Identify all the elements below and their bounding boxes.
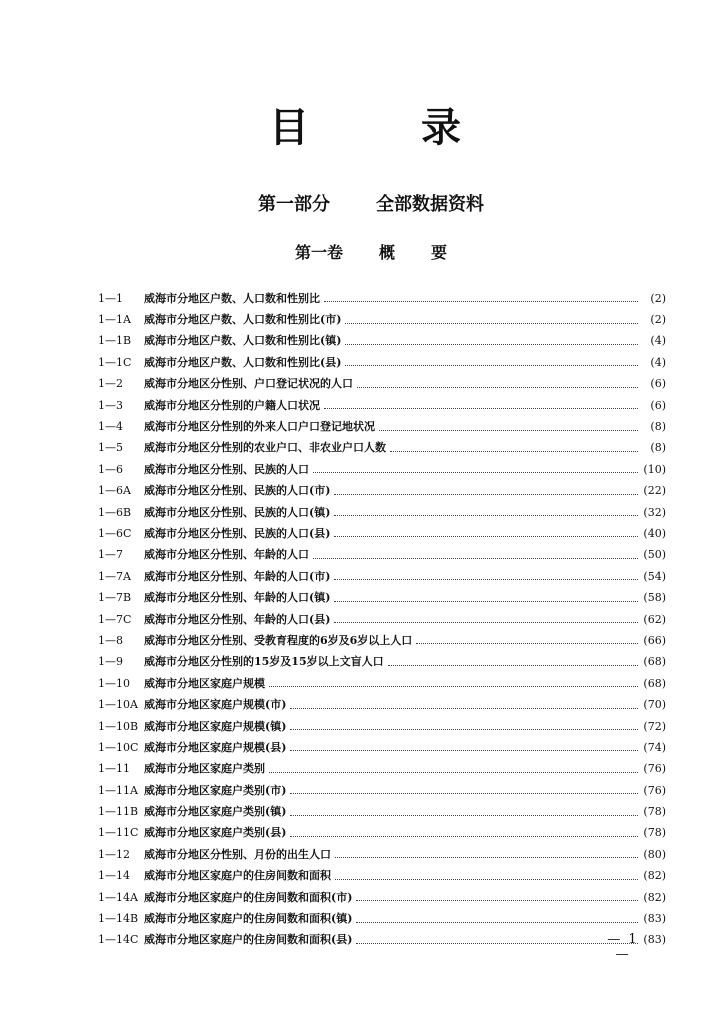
toc-dot-leader bbox=[335, 847, 638, 858]
toc-entry-title: 威海市分地区分性别、民族的人口(镇) bbox=[144, 505, 331, 519]
toc-entry[interactable] bbox=[98, 438, 666, 459]
toc-entry-number: 1—10C bbox=[98, 740, 139, 754]
toc-entry-page: (76) bbox=[643, 783, 666, 797]
toc-entry[interactable] bbox=[98, 352, 666, 373]
part-heading bbox=[14, 190, 714, 216]
toc-dot-leader bbox=[313, 462, 638, 473]
toc-entry-number: 1—10B bbox=[98, 719, 139, 733]
toc-entry[interactable] bbox=[98, 673, 666, 694]
toc-entry-title: 威海市分地区分性别的农业户口、非农业户口人数 bbox=[144, 441, 386, 455]
toc-dot-leader bbox=[379, 420, 638, 431]
toc-entry-page: (82) bbox=[643, 869, 666, 883]
toc-dot-leader bbox=[390, 441, 638, 452]
part-name: 全部数据资料 bbox=[376, 194, 484, 215]
toc-dot-leader bbox=[334, 591, 638, 602]
toc-entry-number: 1—6A bbox=[98, 484, 131, 498]
toc-entry-page: (72) bbox=[643, 719, 666, 733]
toc-entry-number: 1—4 bbox=[98, 420, 123, 434]
toc-entry[interactable] bbox=[98, 844, 666, 865]
toc-entry-page: (8) bbox=[650, 441, 666, 455]
toc-entry-title: 威海市分地区家庭户的住房间数和面积(镇) bbox=[144, 912, 353, 926]
toc-entry-page: (78) bbox=[643, 826, 666, 840]
toc-dot-leader bbox=[345, 334, 638, 345]
toc-entry-number: 1—14A bbox=[98, 890, 138, 904]
toc-entry-title: 威海市分地区分性别、民族的人口 bbox=[144, 462, 309, 476]
toc-entry-number: 1—14 bbox=[98, 869, 130, 883]
toc-entry-title: 威海市分地区分性别、户口登记状况的人口 bbox=[144, 377, 353, 391]
toc-entry-page: (76) bbox=[643, 762, 666, 776]
toc-entry-title: 威海市分地区分性别的15岁及15岁以上文盲人口 bbox=[144, 655, 384, 669]
toc-dot-leader bbox=[356, 890, 638, 901]
toc-dot-leader bbox=[345, 355, 638, 366]
toc-entry-number: 1—14B bbox=[98, 912, 139, 926]
toc-entry-number: 1—8 bbox=[98, 633, 123, 647]
toc-entry-page: (82) bbox=[643, 890, 666, 904]
toc-dot-leader bbox=[335, 869, 638, 880]
toc-entry-page: (6) bbox=[650, 398, 666, 412]
toc-entry-page: (80) bbox=[643, 847, 666, 861]
toc-entry-page: (83) bbox=[643, 912, 666, 926]
toc-entry-page: (32) bbox=[643, 505, 666, 519]
toc-dot-leader bbox=[290, 826, 638, 837]
toc-entry-page: (50) bbox=[643, 548, 666, 562]
toc-entry-number: 1—6 bbox=[98, 462, 123, 476]
toc-entry-number: 1—7B bbox=[98, 591, 132, 605]
toc-entry-page: (40) bbox=[643, 526, 666, 540]
toc-entry[interactable] bbox=[98, 866, 666, 887]
page-number: — 1 — bbox=[607, 932, 639, 962]
toc-entry-number: 1—1 bbox=[98, 291, 123, 305]
toc-entry[interactable] bbox=[98, 395, 666, 416]
toc-entry-page: (68) bbox=[643, 676, 666, 690]
toc-entry-page: (70) bbox=[643, 698, 666, 712]
part-number: 第一部分 bbox=[258, 194, 330, 215]
toc-entry[interactable] bbox=[98, 737, 666, 758]
toc-entry-number: 1—6B bbox=[98, 505, 132, 519]
toc-entry-number: 1—7C bbox=[98, 612, 132, 626]
toc-entry-number: 1—11 bbox=[98, 762, 130, 776]
toc-entry-number: 1—7A bbox=[98, 569, 131, 583]
toc-dot-leader bbox=[324, 398, 638, 409]
toc-entry-page: (4) bbox=[650, 334, 666, 348]
toc-entry-number: 1—10 bbox=[98, 676, 130, 690]
toc-entry-title: 威海市分地区家庭户类别(县) bbox=[144, 826, 287, 840]
toc-entry-title: 威海市分地区家庭户的住房间数和面积(市) bbox=[144, 890, 353, 904]
toc-entry[interactable] bbox=[98, 459, 666, 480]
toc-entry-title: 威海市分地区户数、人口数和性别比(市) bbox=[144, 313, 342, 327]
toc-entry-number: 1—1A bbox=[98, 313, 131, 327]
toc-entry[interactable] bbox=[98, 309, 666, 330]
toc-entry-title: 威海市分地区家庭户类别(镇) bbox=[144, 805, 287, 819]
toc-entry-page: (2) bbox=[650, 291, 666, 305]
volume-name-char-2: 要 bbox=[431, 243, 448, 262]
toc-entry[interactable] bbox=[98, 694, 666, 715]
toc-entry-title: 威海市分地区家庭户规模(市) bbox=[144, 698, 287, 712]
toc-dot-leader bbox=[290, 783, 638, 794]
toc-entry[interactable] bbox=[98, 502, 666, 523]
toc-entry-title: 威海市分地区户数、人口数和性别比(镇) bbox=[144, 334, 342, 348]
toc-dot-leader bbox=[416, 633, 638, 644]
toc-entry[interactable] bbox=[98, 609, 666, 630]
toc-dot-leader bbox=[334, 612, 638, 623]
toc-entry-page: (58) bbox=[643, 591, 666, 605]
toc-entry[interactable] bbox=[98, 759, 666, 780]
toc-entry-title: 威海市分地区家庭户的住房间数和面积(县) bbox=[144, 933, 353, 947]
toc-entry-number: 1—14C bbox=[98, 933, 139, 947]
toc-dot-leader bbox=[334, 526, 638, 537]
toc-entry-page: (22) bbox=[643, 484, 666, 498]
toc-entry-page: (62) bbox=[643, 612, 666, 626]
toc-entry-title: 威海市分地区家庭户的住房间数和面积 bbox=[144, 869, 331, 883]
toc-entry[interactable] bbox=[98, 545, 666, 566]
toc-dot-leader bbox=[324, 291, 638, 302]
toc-entry[interactable] bbox=[98, 331, 666, 352]
toc-entry[interactable] bbox=[98, 587, 666, 608]
toc-entry[interactable] bbox=[98, 801, 666, 822]
toc-dot-leader bbox=[334, 505, 638, 516]
toc-entry-title: 威海市分地区分性别的外来人口户口登记地状况 bbox=[144, 420, 375, 434]
toc-entry-title: 威海市分地区分性别、年龄的人口 bbox=[144, 548, 309, 562]
toc-dot-leader bbox=[345, 313, 638, 324]
toc-entry-title: 威海市分地区户数、人口数和性别比(县) bbox=[144, 355, 342, 369]
toc-entry-page: (10) bbox=[643, 462, 666, 476]
toc-entry[interactable] bbox=[98, 930, 666, 951]
toc-entry-number: 1—6C bbox=[98, 526, 132, 540]
toc-dot-leader bbox=[334, 569, 638, 580]
toc-dot-leader bbox=[290, 805, 638, 816]
toc-entry-number: 1—1B bbox=[98, 334, 132, 348]
toc-dot-leader bbox=[356, 912, 638, 923]
toc-entry-number: 1—7 bbox=[98, 548, 123, 562]
toc-entry-page: (54) bbox=[643, 569, 666, 583]
toc-entry[interactable] bbox=[98, 716, 666, 737]
toc-dot-leader bbox=[269, 762, 638, 773]
table-of-contents bbox=[98, 288, 666, 951]
toc-dot-leader bbox=[290, 698, 638, 709]
toc-entry-number: 1—9 bbox=[98, 655, 123, 669]
toc-entry[interactable] bbox=[98, 652, 666, 673]
toc-entry-title: 威海市分地区分性别的户籍人口状况 bbox=[144, 398, 320, 412]
toc-entry[interactable] bbox=[98, 288, 666, 309]
toc-entry-page: (68) bbox=[643, 655, 666, 669]
toc-entry-number: 1—11C bbox=[98, 826, 139, 840]
toc-entry[interactable] bbox=[98, 523, 666, 544]
toc-entry-title: 威海市分地区分性别、民族的人口(市) bbox=[144, 484, 331, 498]
toc-entry-title: 威海市分地区家庭户规模(镇) bbox=[144, 719, 287, 733]
toc-entry[interactable] bbox=[98, 908, 666, 929]
toc-entry-page: (8) bbox=[650, 420, 666, 434]
toc-entry[interactable] bbox=[98, 887, 666, 908]
title-char-left: 目 bbox=[269, 105, 309, 151]
title-char-right: 录 bbox=[421, 105, 461, 151]
toc-entry-page: (6) bbox=[650, 377, 666, 391]
toc-dot-leader bbox=[357, 377, 638, 388]
toc-entry-page: (4) bbox=[650, 355, 666, 369]
toc-entry-title: 威海市分地区分性别、年龄的人口(镇) bbox=[144, 591, 331, 605]
volume-heading bbox=[14, 240, 714, 263]
toc-entry[interactable] bbox=[98, 823, 666, 844]
toc-entry-title: 威海市分地区户数、人口数和性别比 bbox=[144, 291, 320, 305]
toc-entry-title: 威海市分地区分性别、年龄的人口(市) bbox=[144, 569, 331, 583]
toc-entry-number: 1—1C bbox=[98, 355, 132, 369]
toc-dot-leader bbox=[290, 719, 638, 730]
toc-entry-number: 1—12 bbox=[98, 847, 130, 861]
toc-entry-title: 威海市分地区分性别、年龄的人口(县) bbox=[144, 612, 331, 626]
toc-entry[interactable] bbox=[98, 481, 666, 502]
toc-dot-leader bbox=[313, 548, 638, 559]
volume-number: 第一卷 bbox=[294, 243, 343, 262]
toc-entry[interactable] bbox=[98, 374, 666, 395]
toc-entry-title: 威海市分地区分性别、受教育程度的6岁及6岁以上人口 bbox=[144, 633, 413, 647]
toc-entry-title: 威海市分地区家庭户规模(县) bbox=[144, 740, 287, 754]
toc-entry[interactable] bbox=[98, 566, 666, 587]
toc-entry-page: (78) bbox=[643, 805, 666, 819]
toc-entry[interactable] bbox=[98, 780, 666, 801]
toc-entry-title: 威海市分地区家庭户规模 bbox=[144, 676, 265, 690]
page-title bbox=[8, 98, 714, 158]
toc-entry-page: (66) bbox=[643, 633, 666, 647]
toc-entry-number: 1—3 bbox=[98, 398, 123, 412]
toc-entry-number: 1—2 bbox=[98, 377, 123, 391]
toc-entry-title: 威海市分地区家庭户类别 bbox=[144, 762, 265, 776]
toc-entry[interactable] bbox=[98, 630, 666, 651]
toc-entry-number: 1—11B bbox=[98, 805, 139, 819]
toc-entry-page: (83) bbox=[643, 933, 666, 947]
toc-entry-title: 威海市分地区家庭户类别(市) bbox=[144, 783, 287, 797]
toc-entry-number: 1—10A bbox=[98, 698, 138, 712]
toc-dot-leader bbox=[356, 933, 638, 944]
toc-dot-leader bbox=[388, 655, 638, 666]
volume-name-char-1: 概 bbox=[378, 243, 395, 262]
toc-entry-title: 威海市分地区分性别、民族的人口(县) bbox=[144, 526, 331, 540]
toc-dot-leader bbox=[269, 676, 638, 687]
toc-entry-page: (74) bbox=[643, 740, 666, 754]
toc-entry-number: 1—11A bbox=[98, 783, 138, 797]
toc-entry-page: (2) bbox=[650, 313, 666, 327]
toc-entry[interactable] bbox=[98, 416, 666, 437]
toc-dot-leader bbox=[334, 484, 638, 495]
toc-dot-leader bbox=[290, 740, 638, 751]
toc-entry-title: 威海市分地区分性别、月份的出生人口 bbox=[144, 847, 331, 861]
toc-entry-number: 1—5 bbox=[98, 441, 123, 455]
